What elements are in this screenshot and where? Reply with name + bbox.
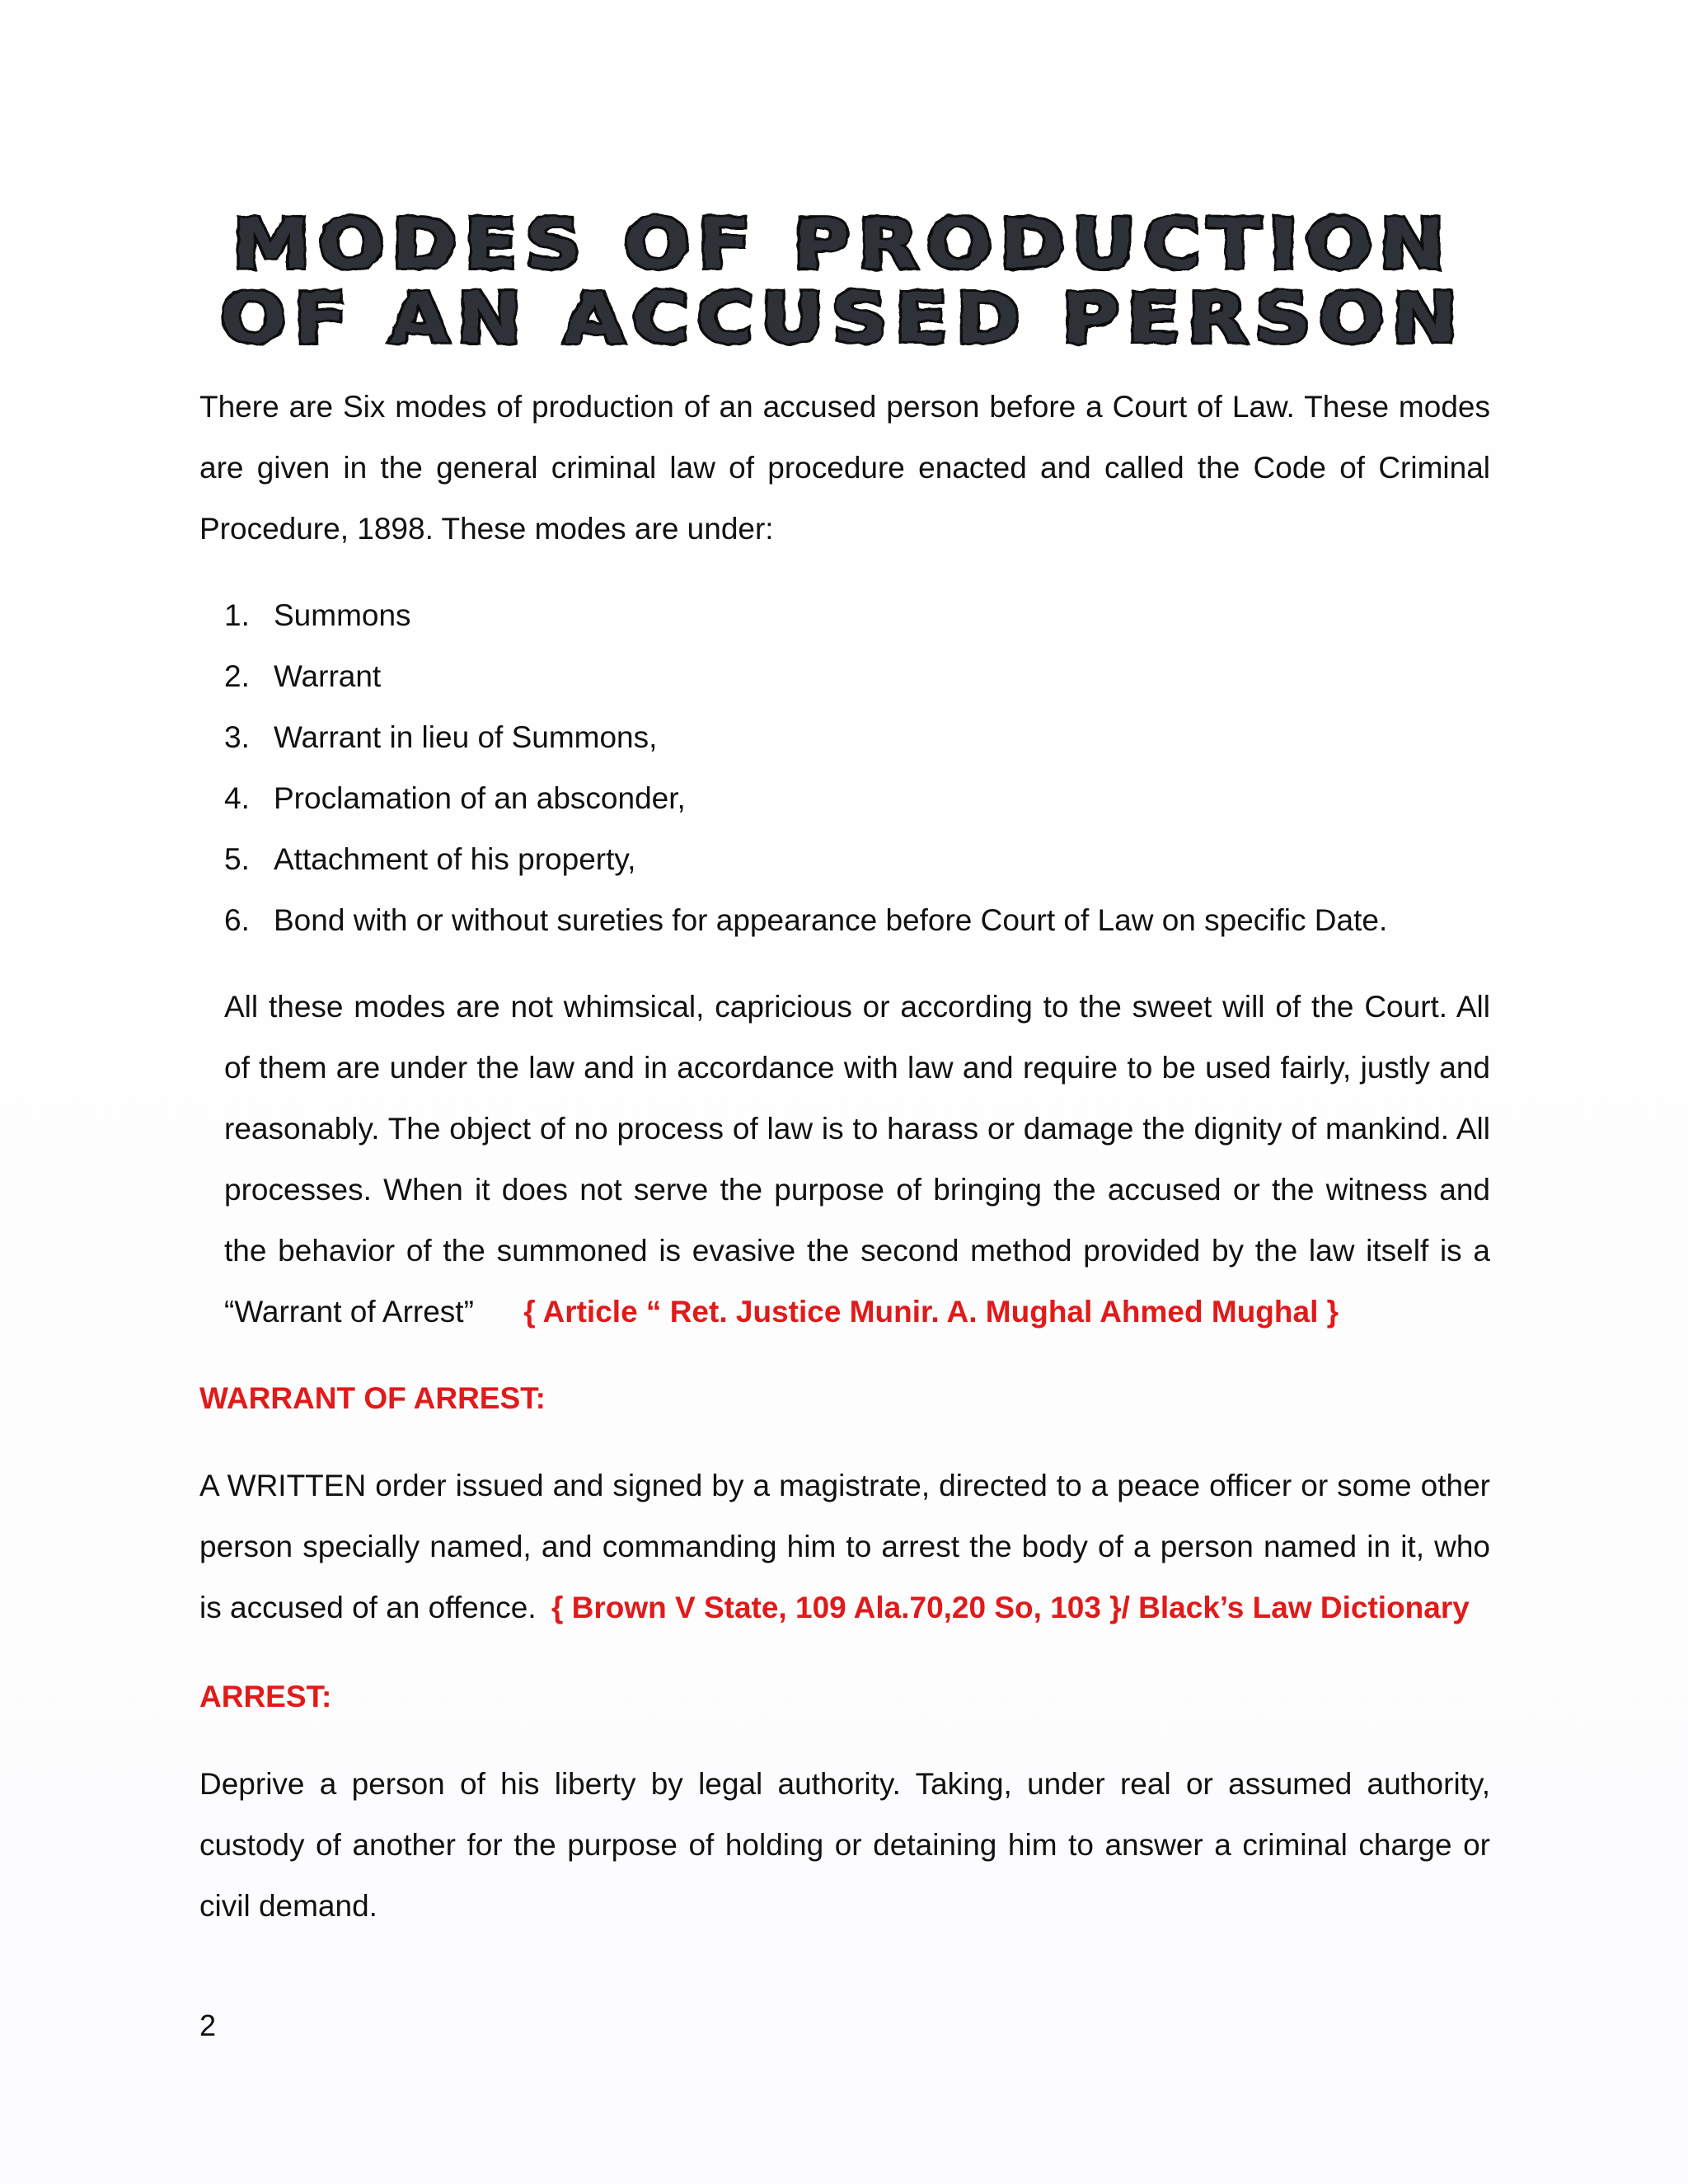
list-text: Proclamation of an absconder, xyxy=(274,781,686,815)
intro-paragraph: There are Six modes of production of an accused person before a Court of Law. These modes are given in the general criminal law of procedure enacted and called the Code of Criminal Procedure, 1898. These modes are under: xyxy=(199,390,1490,546)
list-item xyxy=(224,890,1387,951)
list-number: 5. xyxy=(224,842,250,876)
title-graphic xyxy=(210,202,1475,355)
commentary-text: All these modes are not whimsical, capricious or according to the sweet will of the Court. All of them are under the law and in accordance with law and require to be used fairly, justly and reasonably. The object of no process of law is to harass or damage the dignity of mankind. All processes. When it does not serve the purpose of bringing the accused or the witness and the behavior of the summoned is evasive the second method provided by the law itself is a “Warrant of Arrest” xyxy=(224,990,1490,1329)
list-text: Bond with or without sureties for appearance before Court of Law on specific Date. xyxy=(274,903,1388,937)
arrest-definition-paragraph: Deprive a person of his liberty by legal authority. Taking, under real or assumed authority, custody of another for the purpose of holding or detaining him to answer a criminal charge or civil demand. xyxy=(199,1767,1490,1923)
list-text: Warrant xyxy=(274,659,382,693)
article-citation: { Article “ Ret. Justice Munir. A. Mughal Ahmed Mughal } xyxy=(523,1295,1339,1329)
list-number: 2. xyxy=(224,659,250,693)
title-line-1: MODES OF PRODUCTION xyxy=(232,204,1453,284)
list-text: Attachment of his property, xyxy=(274,842,636,876)
title-line-2: OF AN ACCUSED PERSON xyxy=(220,278,1465,355)
list-item xyxy=(224,646,1387,707)
modes-commentary-paragraph xyxy=(224,977,1490,1343)
arrest-heading: ARREST: xyxy=(199,1680,332,1713)
warrant-definition-paragraph xyxy=(199,1455,1490,1638)
list-item xyxy=(224,707,1387,768)
list-number: 6. xyxy=(224,903,250,937)
list-text: Summons xyxy=(274,598,411,632)
warrant-definition-text: A WRITTEN order issued and signed by a magistrate, directed to a peace officer or some other person specially named, and commanding him to arrest the body of a person named in it, who is accused of an offence. xyxy=(199,1469,1490,1624)
warrant-heading: WARRANT OF ARREST: xyxy=(199,1381,546,1415)
list-number: 3. xyxy=(224,720,250,754)
list-number: 1. xyxy=(224,598,250,632)
page-number: 2 xyxy=(199,2008,217,2042)
list-item xyxy=(224,829,1387,890)
warrant-citation: { Brown V State, 109 Ala.70,20 So, 103 }/ Black’s Law Dictionary xyxy=(551,1591,1470,1624)
list-number: 4. xyxy=(224,781,250,815)
modes-list xyxy=(224,585,1387,951)
list-item xyxy=(224,585,1387,646)
title-banner xyxy=(210,202,1475,355)
list-item xyxy=(224,768,1387,829)
list-text: Warrant in lieu of Summons, xyxy=(274,720,658,754)
